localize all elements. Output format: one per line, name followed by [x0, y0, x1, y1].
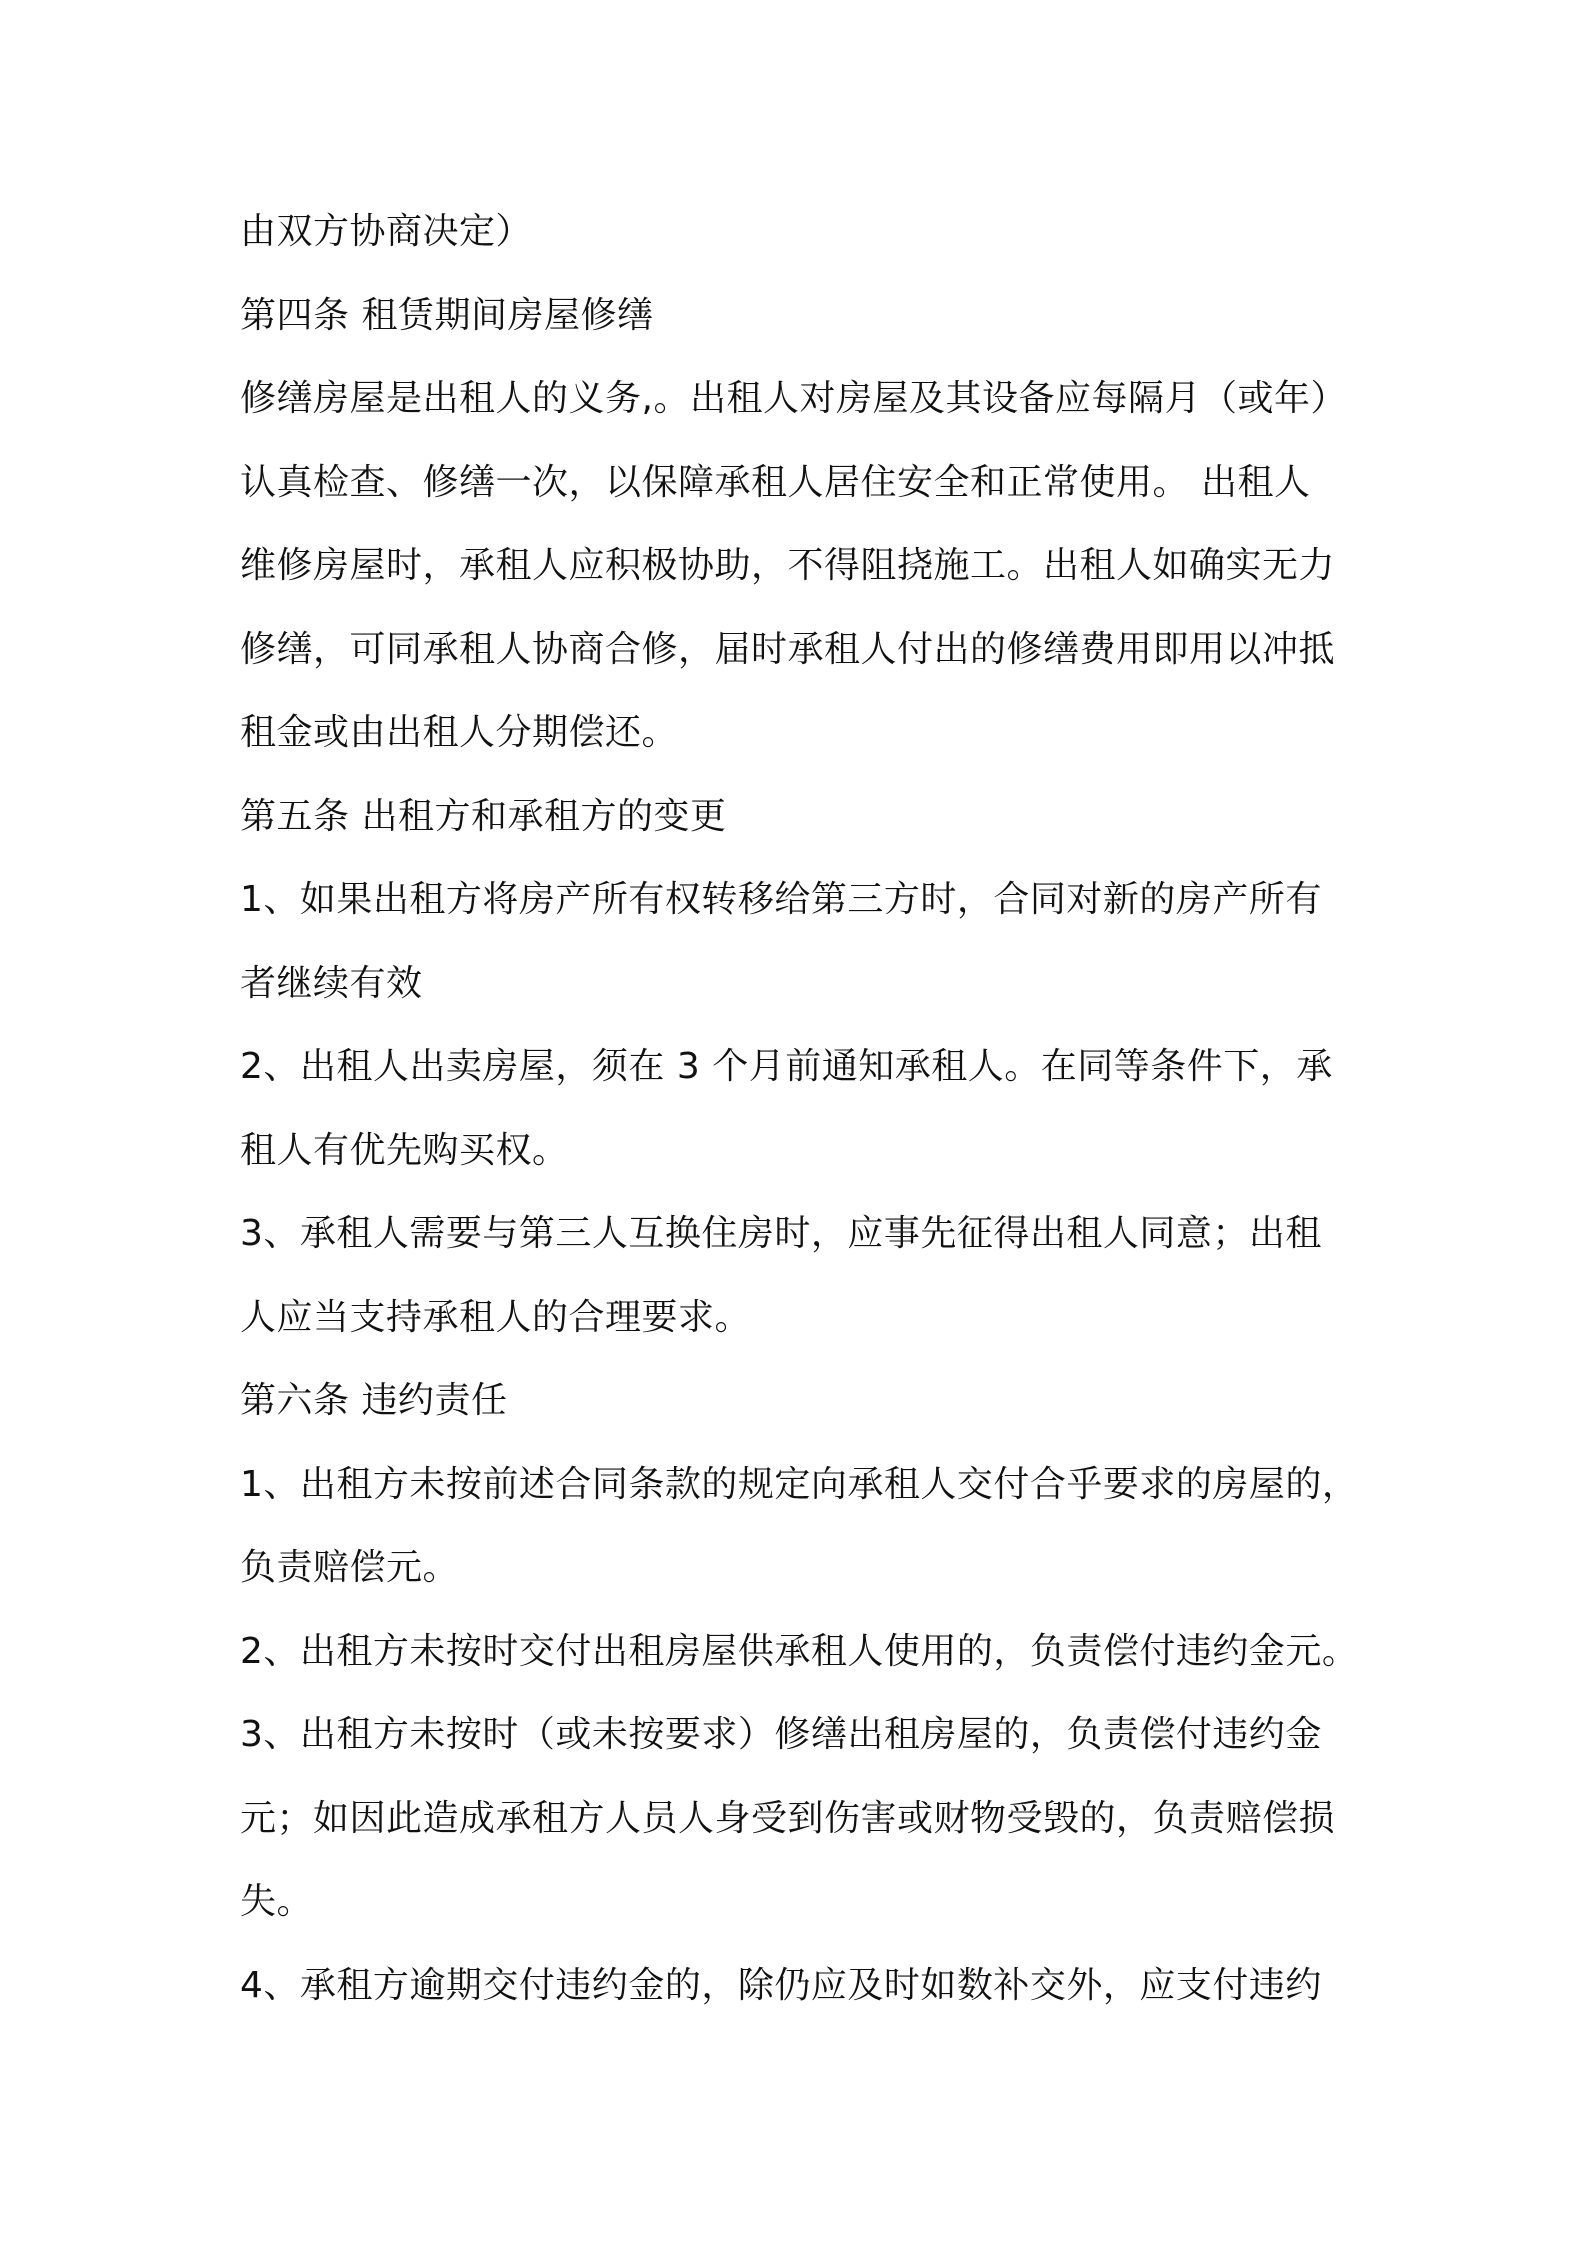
text-line: 维修房屋时，承租人应积极协助，不得阻挠施工。出租人如确实无力 [240, 545, 1336, 586]
text-line: 负责赔偿元。 [240, 1547, 460, 1588]
text-line: 修缮，可同承租人协商合修，届时承租人付出的修缮费用即用以冲抵 [240, 628, 1336, 670]
article-4-heading: 第四条 租赁期间房屋修缮 [240, 294, 654, 336]
text-line: 3、承租人需要与第三人互换住房时，应事先征得出租人同意；出租 [240, 1213, 1322, 1254]
text-line: 1、出租方未按前述合同条款的规定向承租人交付合乎要求的房屋的， [240, 1463, 1359, 1505]
text-line: 人应当支持承租人的合理要求。 [240, 1296, 752, 1338]
text-line: 2、出租人出卖房屋，须在 3 个月前通知承租人。在同等条件下，承 [240, 1046, 1333, 1087]
text-line: 租金或由出租人分期偿还。 [240, 712, 679, 753]
text-line: 由双方协商决定） [240, 211, 533, 252]
text-line: 2、出租方未按时交付出租房屋供承租人使用的，负责偿付违约金元。 [240, 1630, 1359, 1672]
text-line: 租人有优先购买权。 [240, 1129, 569, 1171]
text-line: 元；如因此造成承租方人员人身受到伤害或财物受毁的，负责赔偿损 [240, 1797, 1336, 1839]
text-line: 失。 [240, 1881, 314, 1922]
article-6-heading: 第六条 违约责任 [240, 1380, 508, 1421]
document-body [240, 190, 1380, 2027]
text-line: 3、出租方未按时（或未按要求）修缮出租房屋的，负责偿付违约金 [240, 1714, 1322, 1755]
text-line: 1、如果出租方将房产所有权转移给第三方时，合同对新的房产所有 [240, 879, 1322, 920]
article-5-heading: 第五条 出租方和承租方的变更 [240, 795, 727, 837]
text-line: 认真检查、修缮一次，以保障承租人居住安全和正常使用。 出租人 [240, 461, 1311, 503]
text-line: 修缮房屋是出租人的义务,。出租人对房屋及其设备应每隔月（或年） [240, 378, 1347, 419]
text-line: 者继续有效 [240, 962, 423, 1004]
text-line: 4、承租方逾期交付违约金的，除仍应及时如数补交外，应支付违约 [240, 1964, 1322, 2006]
